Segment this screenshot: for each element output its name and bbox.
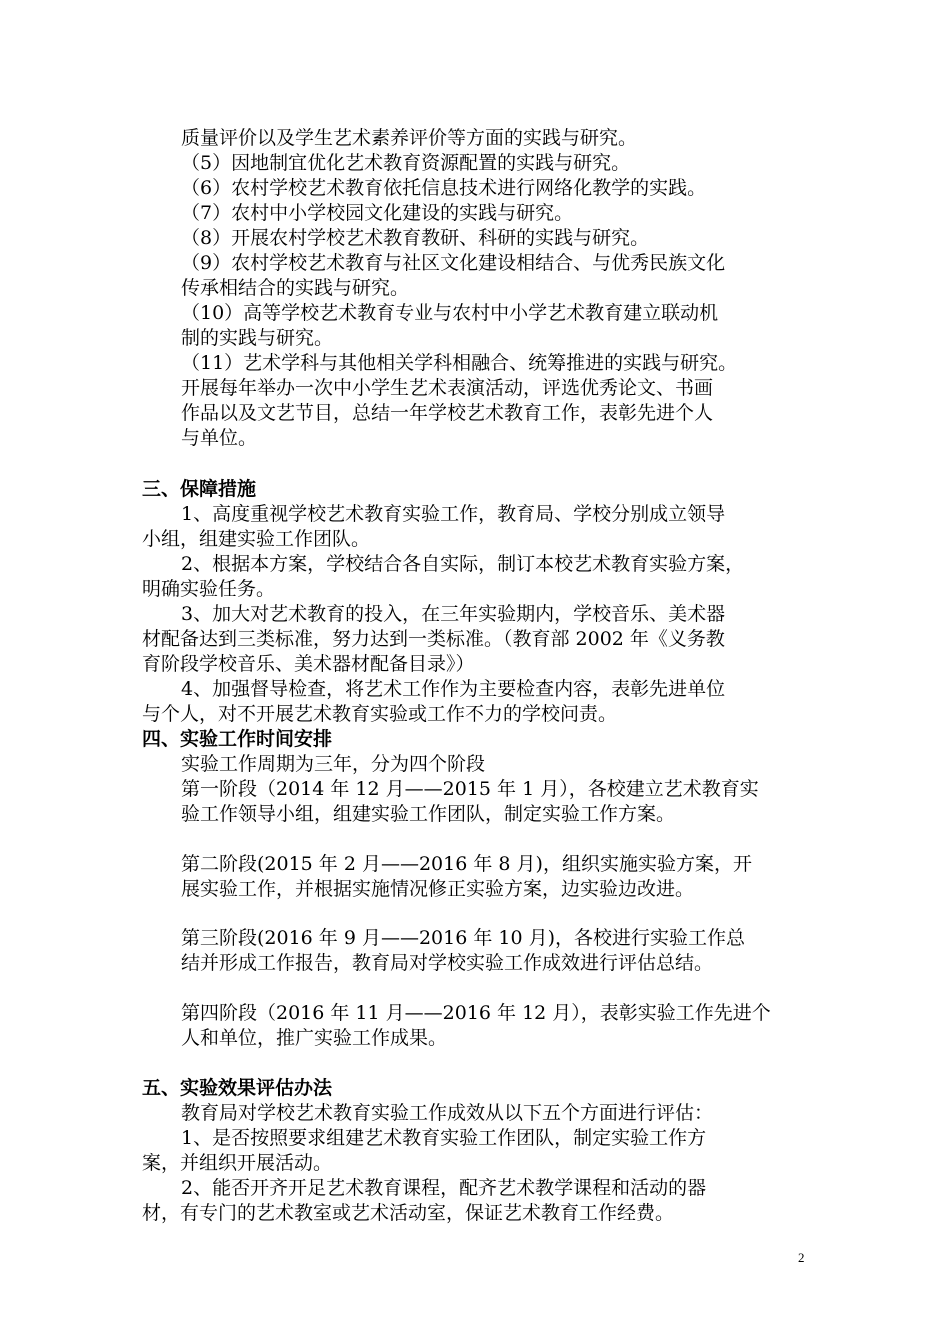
list-line: 与单位。 (181, 427, 258, 449)
paragraph-line: 材配备达到三类标准，努力达到一类标准。（教育部 2002 年《义务教 (142, 628, 725, 650)
paragraph-line: 2、能否开齐开足艺术教育课程，配齐艺术教学课程和活动的器 (181, 1177, 707, 1199)
page-number: 2 (798, 1250, 805, 1265)
list-line: 传承相结合的实践与研究。 (181, 277, 410, 299)
paragraph-line: 展实验工作，并根据实施情况修正实验方案，边实验边改进。 (181, 878, 695, 900)
paragraph-line: 人和单位，推广实验工作成果。 (181, 1027, 448, 1049)
list-line: 开展每年举办一次中小学生艺术表演活动，评选优秀论文、书画 (181, 377, 714, 399)
paragraph-line: 与个人，对不开展艺术教育实验或工作不力的学校问责。 (142, 703, 618, 725)
paragraph-line: 1、是否按照要求组建艺术教育实验工作团队，制定实验工作方 (181, 1127, 707, 1149)
paragraph-line: 第二阶段(2015 年 2 月——2016 年 8 月)，组织实施实验方案，开 (181, 853, 752, 875)
section-heading: 四、实验工作时间安排 (142, 728, 333, 750)
paragraph-line: 第四阶段（2016 年 11 月——2016 年 12 月），表彰实验工作先进个 (181, 1002, 771, 1024)
list-line: 质量评价以及学生艺术素养评价等方面的实践与研究。 (181, 127, 638, 149)
section-heading: 三、保障措施 (142, 478, 257, 500)
paragraph-line: 育阶段学校音乐、美术器材配备目录》） (142, 653, 475, 675)
list-line: （9）农村学校艺术教育与社区文化建设相结合、与优秀民族文化 (181, 252, 726, 274)
paragraph-line: 材，有专门的艺术教室或艺术活动室，保证艺术教育工作经费。 (142, 1202, 675, 1224)
list-line: （7）农村中小学校园文化建设的实践与研究。 (181, 202, 574, 224)
list-line: 作品以及文艺节目，总结一年学校艺术教育工作，表彰先进个人 (181, 402, 714, 424)
paragraph-line: 1、高度重视学校艺术教育实验工作，教育局、学校分别成立领导 (181, 503, 726, 525)
paragraph-line: 明确实验任务。 (142, 578, 276, 600)
paragraph-line: 2、根据本方案，学校结合各自实际，制订本校艺术教育实验方案， (181, 553, 745, 575)
list-line: （11）艺术学科与其他相关学科相融合、统筹推进的实践与研究。 (181, 352, 738, 374)
list-line: （8）开展农村学校艺术教育教研、科研的实践与研究。 (181, 227, 650, 249)
paragraph-line: 结并形成工作报告，教育局对学校实验工作成效进行评估总结。 (181, 952, 714, 974)
paragraph-line: 第三阶段(2016 年 9 月——2016 年 10 月)，各校进行实验工作总 (181, 927, 746, 949)
paragraph-line: 教育局对学校艺术教育实验工作成效从以下五个方面进行评估： (181, 1102, 714, 1124)
list-line: （6）农村学校艺术教育依托信息技术进行网络化教学的实践。 (181, 177, 707, 199)
list-line: 制的实践与研究。 (181, 327, 334, 349)
paragraph-line: 验工作领导小组，组建实验工作团队，制定实验工作方案。 (181, 803, 676, 825)
paragraph-line: 小组，组建实验工作团队。 (142, 528, 371, 550)
paragraph-line: 第一阶段（2014 年 12 月——2015 年 1 月），各校建立艺术教育实 (181, 778, 759, 800)
paragraph-line: 实验工作周期为三年，分为四个阶段 (181, 753, 486, 775)
paragraph-line: 案，并组织开展活动。 (142, 1152, 333, 1174)
list-line: （10）高等学校艺术教育专业与农村中小学艺术教育建立联动机 (181, 302, 719, 324)
list-line: （5）因地制宜优化艺术教育资源配置的实践与研究。 (181, 152, 631, 174)
section-heading: 五、实验效果评估办法 (142, 1077, 333, 1099)
paragraph-line: 3、加大对艺术教育的投入，在三年实验期内，学校音乐、美术器 (181, 603, 726, 625)
paragraph-line: 4、加强督导检查，将艺术工作作为主要检查内容，表彰先进单位 (181, 678, 726, 700)
